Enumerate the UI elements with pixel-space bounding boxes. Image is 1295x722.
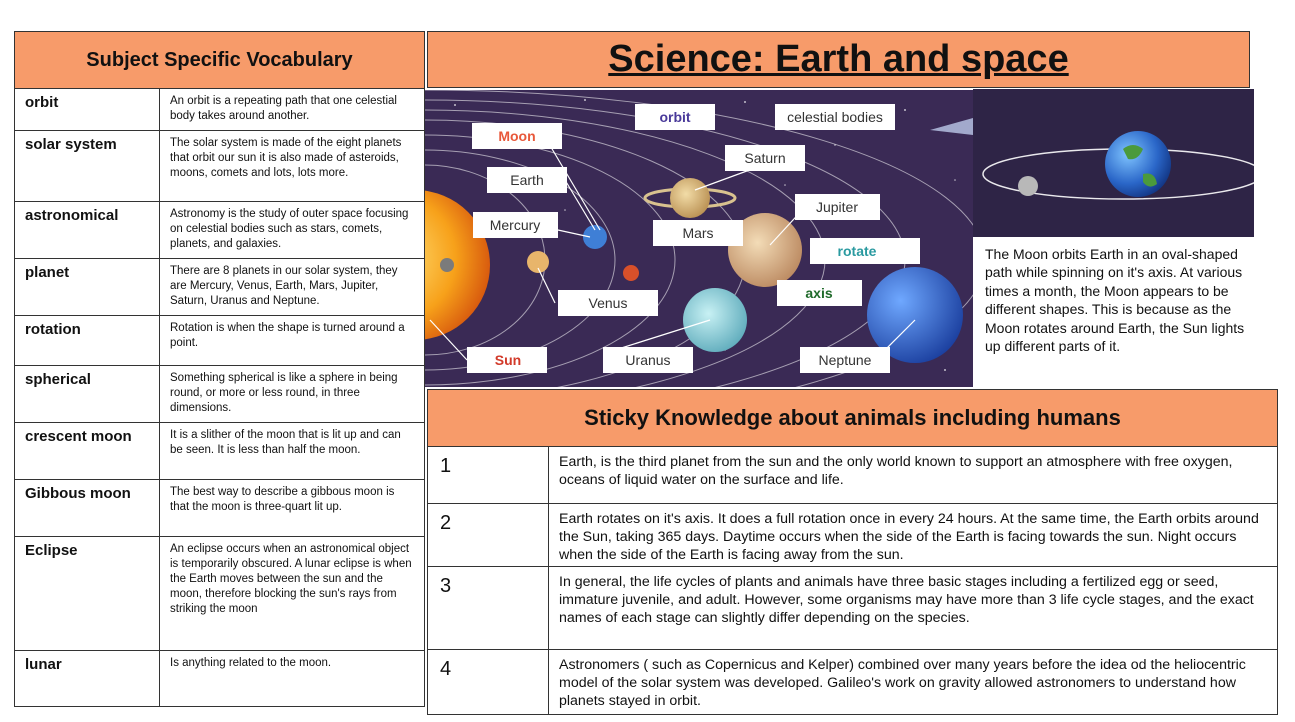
neptune-label: Neptune [818, 352, 872, 368]
vocab-definition: Something spherical is like a sphere in being round, or more or less round, in three dimensions. [170, 372, 398, 414]
page-title: Science: Earth and space [608, 38, 1069, 80]
row-text: Astronomers ( such as Copernicus and Kelper) combined over many years before the idea od the heliocentric model of the solar system was developed. Galileo's work on gravity allowed astronomers to understand how planets stayed in orbit. [559, 657, 1246, 710]
vocab-row [15, 258, 424, 316]
vocab-term: rotation [15, 316, 160, 366]
mars-label: Mars [682, 225, 714, 241]
vocabulary-table [14, 31, 425, 707]
sticky-knowledge-heading: Sticky Knowledge about animals including humans [428, 390, 1277, 447]
vocab-row [15, 536, 424, 651]
vocab-definition: There are 8 planets in our solar system, they are Mercury, Venus, Earth, Mars, Jupiter, Saturn, Uranus and Neptune. [170, 265, 398, 307]
vocab-term: crescent moon [15, 423, 160, 480]
vocab-row [15, 88, 424, 131]
table-row [428, 649, 1277, 715]
mercury-planet [440, 258, 454, 272]
vocab-definition: Astronomy is the study of outer space focusing on celestial bodies such as stars, comets, planets, and galaxies. [170, 208, 409, 250]
row-number: 4 [428, 650, 549, 715]
row-text: In general, the life cycles of plants and animals have three basic stages including a fertilized egg or seed, immature juvenile, and adult. However, some organisms may have more than 3 life cycle stages, and the exact names of each stage can slightly differ depending on the species. [559, 574, 1254, 627]
vocab-definition: Is anything related to the moon. [170, 657, 332, 669]
vocab-row [15, 479, 424, 537]
moon-globe [1018, 176, 1038, 196]
row-text: Earth, is the third planet from the sun and the only world known to support an atmosphere with free oxygen, oceans of liquid water on the surface and life. [559, 454, 1233, 489]
row-number: 3 [428, 567, 549, 650]
vocab-definition: The best way to describe a gibbous moon is that the moon is three-quart lit up. [170, 486, 395, 513]
table-row [428, 503, 1277, 567]
earth-planet [583, 225, 607, 249]
vocab-definition: An eclipse occurs when an astronomical object is temporarily obscured. A lunar eclipse is when the Earth moves between the sun and the moon, therefore blocking the sun's rays from striking the moon [170, 543, 412, 615]
orbit-label: orbit [659, 109, 691, 125]
row-number: 1 [428, 447, 549, 504]
earth-globe [1105, 131, 1171, 197]
vocab-term: planet [15, 259, 160, 316]
uranus-planet [683, 288, 747, 352]
vocab-definition: An orbit is a repeating path that one celestial body takes around another. [170, 95, 397, 122]
axis-label: axis [805, 285, 833, 301]
moon-label: Moon [498, 128, 536, 144]
venus-planet [527, 251, 549, 273]
jupiter-label: Jupiter [815, 199, 859, 215]
vocab-term: Eclipse [15, 537, 160, 651]
vocab-row [15, 130, 424, 202]
vocab-row [15, 315, 424, 366]
vocabulary-heading: Subject Specific Vocabulary [15, 32, 424, 89]
rotate-label: rotate [837, 243, 877, 259]
moon-caption: The Moon orbits Earth in an oval-shaped path while spinning on it's axis. At various times a month, the Moon appears to be different shapes. This is because as the Moon rotates around Earth, the Sun lights up different parts of it. [985, 246, 1245, 355]
table-row [428, 446, 1277, 504]
sun-label: Sun [494, 352, 522, 368]
row-text: Earth rotates on it's axis. It does a full rotation once in every 24 hours. At the same time, the Earth orbits around the Sun, taking 365 days. Daytime occurs when the side of the Earth is facing towards the sun. Night occurs when the side of the Earth is facing away from the sun. [559, 511, 1259, 564]
mars-planet [623, 265, 639, 281]
row-number: 2 [428, 504, 549, 567]
venus-label: Venus [588, 295, 628, 311]
sticky-knowledge-table [427, 389, 1278, 715]
mercury-label: Mercury [489, 217, 541, 233]
vocab-definition: It is a slither of the moon that is lit up and can be seen. It is less than half the moon. [170, 429, 401, 456]
vocab-definition: Rotation is when the shape is turned around a point. [170, 322, 405, 349]
page-title-banner [427, 31, 1250, 88]
celestial-bodies-label: celestial bodies [787, 109, 883, 125]
uranus-label: Uranus [625, 352, 671, 368]
vocab-row [15, 650, 424, 707]
earth-label: Earth [510, 172, 544, 188]
solar-system-diagram [425, 90, 973, 387]
moon-orbit-image [973, 89, 1254, 237]
vocab-row [15, 365, 424, 423]
vocab-term: Gibbous moon [15, 480, 160, 537]
vocab-term: orbit [15, 89, 160, 131]
vocab-term: spherical [15, 366, 160, 423]
table-row [428, 566, 1277, 650]
vocab-row [15, 422, 424, 480]
vocab-term: solar system [15, 131, 160, 202]
vocab-definition: The solar system is made of the eight planets that orbit our sun it is also made of asteroids, moons, comets and lots, lots more. [170, 137, 402, 179]
saturn-label: Saturn [744, 150, 786, 166]
vocab-row [15, 201, 424, 259]
vocab-term: lunar [15, 651, 160, 707]
vocab-term: astronomical [15, 202, 160, 259]
